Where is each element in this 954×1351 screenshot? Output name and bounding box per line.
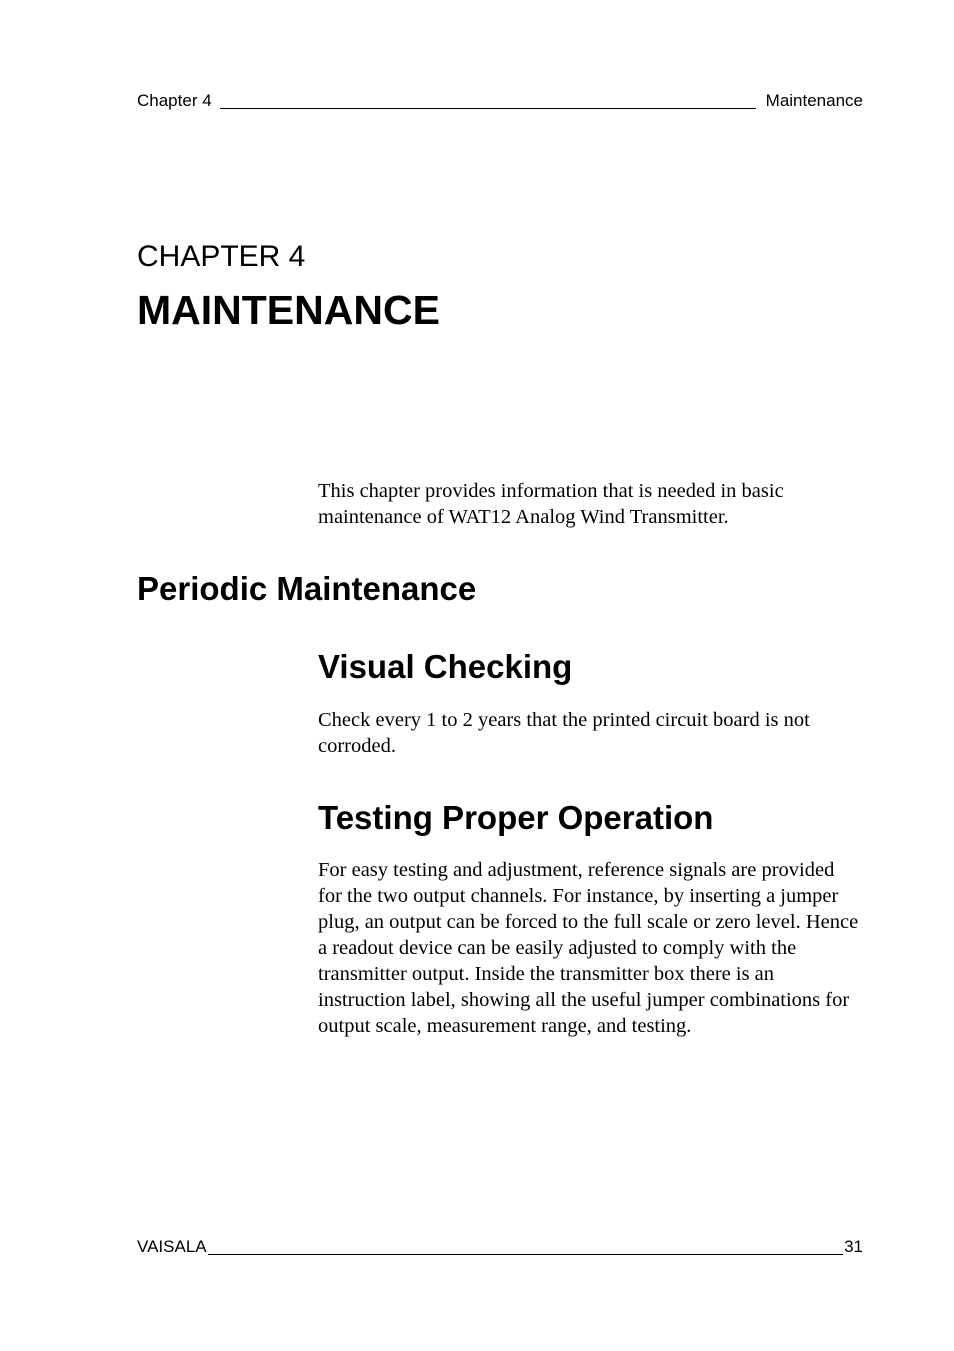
header-section-label: Maintenance [765, 91, 863, 110]
footer-company-name: VAISALA [137, 1237, 207, 1256]
visual-checking-heading: Visual Checking [318, 648, 573, 685]
intro-paragraph: This chapter provides information that is needed in basic maintenance of WAT12 Analog Wind Transmitter. [318, 480, 784, 528]
page-number: 31 [844, 1237, 863, 1256]
visual-checking-paragraph: Check every 1 to 2 years that the printed circuit board is not corroded. [318, 709, 810, 757]
running-footer [137, 1236, 863, 1258]
periodic-maintenance-heading: Periodic Maintenance [137, 570, 477, 607]
footer-rule [208, 1254, 843, 1255]
running-header [137, 90, 863, 112]
testing-proper-operation-paragraph: For easy testing and adjustment, reference signals are provided for the two output channels. For instance, by inserting a jumper plug, an output can be forced to the full scale or zero level. Hence a readout device can be easily adjusted to comply with the transmitter output. Inside the transmitter box there is an instruction label, showing all the useful jumper combinations for output scale, measurement range, and testing. [318, 859, 859, 1037]
header-chapter-label: Chapter 4 [137, 91, 212, 110]
chapter-title: MAINTENANCE [137, 287, 440, 333]
testing-proper-operation-heading: Testing Proper Operation [318, 799, 714, 836]
header-rule [220, 108, 756, 109]
chapter-number: CHAPTER 4 [137, 240, 306, 273]
